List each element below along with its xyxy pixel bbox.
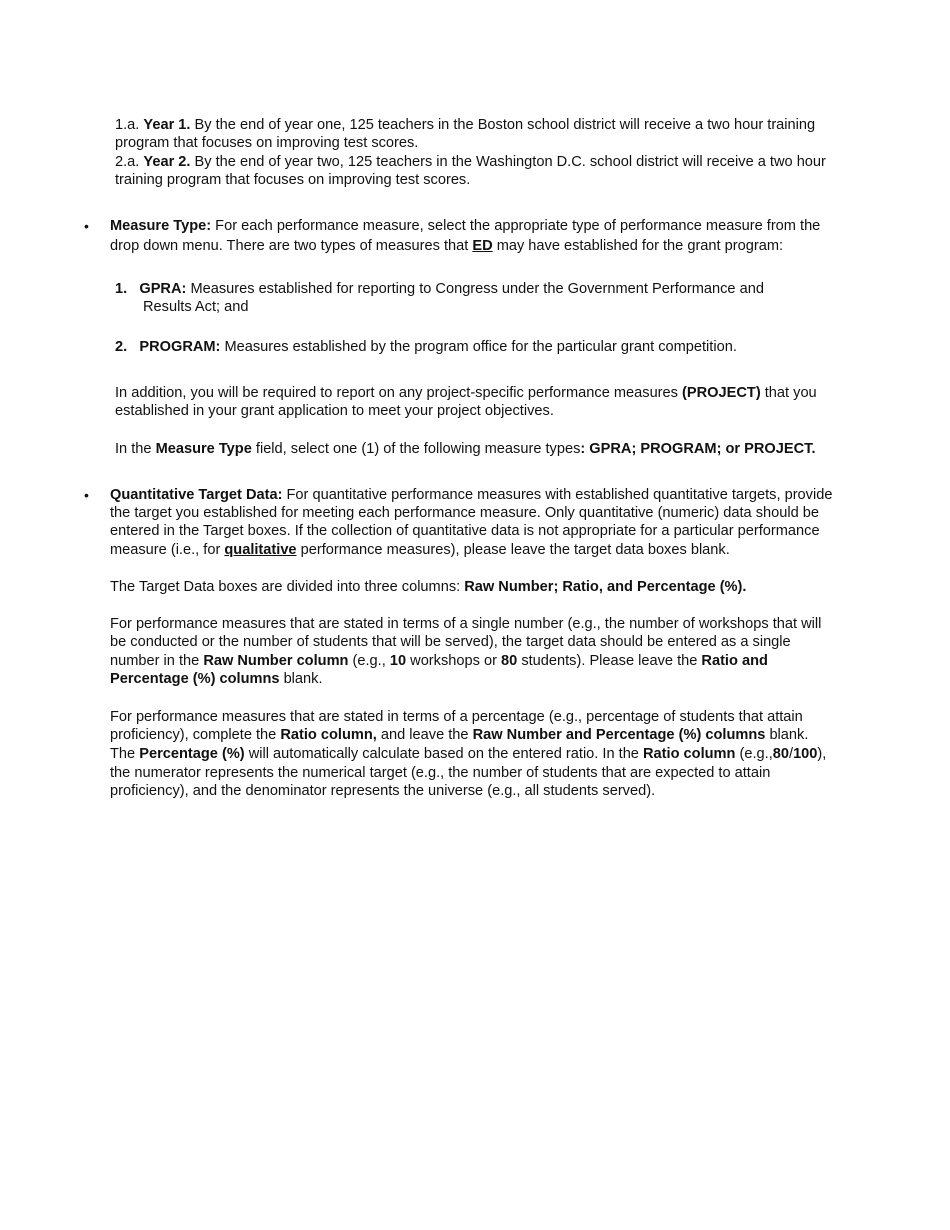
measure-type-text-2b: may have established for the grant program: [496,238,784,254]
quant-p4-text-3a: The [110,746,136,762]
quant-p2-line [110,578,746,596]
measure-type-line-1 [110,217,820,235]
raw-number-column-term: Raw Number column [203,653,349,669]
gpra-label: GPRA: [139,281,187,297]
quantitative-label: Quantitative Target Data: [110,487,283,503]
example-10: 10 [389,653,407,669]
quant-p3-line-1 [110,615,821,633]
quant-p3-text-3b: (e.g., [352,653,386,669]
project-text-1b: that you [764,385,817,401]
quant-p4-line-1 [110,708,803,726]
measure-type-line-2 [110,237,783,255]
program-text: Measures established by the program office for the particular grant competition. [224,339,737,355]
quant-p4-text-3b: will automatically calculate based on the entered ratio. In the [248,746,639,762]
quant-p3-text-2: be conducted or the number of students that will be served), the target data should be entered as a single [110,634,791,650]
quant-p1-text-4a: measure (i.e., for [110,542,221,558]
ed-term: ED [472,238,493,254]
year-2-label: Year 2. [143,154,191,170]
quant-p3-text-1: For performance measures that are stated in terms of a single number (e.g., the number of workshops that will [110,616,822,632]
program-number: 2. [115,339,128,355]
gpra-number: 1. [115,281,128,297]
qualitative-term: qualitative [224,542,297,558]
project-text-1a: In addition, you will be required to report on any project-specific performance measures [115,385,678,401]
quant-p1-text-1: For quantitative performance measures with established quantitative targets, provide [286,487,833,503]
quant-p2-text: The Target Data boxes are divided into three columns: [110,579,461,595]
ratio-slash: / [789,746,794,762]
year-2-number: 2.a. [115,154,140,170]
quant-p4-text-2a: proficiency), complete the [110,727,277,743]
ratio-and-term: Ratio and [701,653,768,669]
quant-p1-line-3 [110,522,820,540]
example-100-ratio: 100 [793,746,818,762]
measure-type-bullet: • [84,218,89,234]
gpra-text: Measures established for reporting to Congress under the Government Performance and [190,281,764,297]
quant-p1-line-1 [110,486,832,504]
quant-p3-text-3a: number in the [110,653,200,669]
quant-p3-text-3d: students). Please leave the [521,653,698,669]
measure-type-label: Measure Type: [110,218,212,234]
quant-p1-line-2 [110,504,819,522]
quant-p4-text-5: proficiency), and the denominator represents the universe (e.g., all students served). [110,783,656,799]
quant-p1-text-4b: performance measures), please leave the target data boxes blank. [300,542,730,558]
quant-p4-text-4: the numerator represents the numerical target (e.g., the number of students that are expected to attain [110,765,771,781]
ratio-column-term-2: Ratio column [643,746,736,762]
quant-p1-line-4 [110,541,730,559]
quant-p3-text-4b: blank. [283,671,323,687]
percentage-term: Percentage (%) [139,746,245,762]
project-line-1 [115,384,817,402]
year-1-text-cont: program that focuses on improving test scores. [115,135,419,151]
example-80-ratio: 80 [772,746,789,762]
measure-type-text-2a: drop down menu. There are two types of measures that [110,238,469,254]
quant-p3-line-2 [110,633,791,651]
quant-p1-text-3: entered in the Target boxes. If the collection of quantitative data is not appropriate for a particular performance [110,523,820,539]
select-label: Measure Type [155,441,252,457]
gpra-line-1 [115,280,764,298]
year-1-line-1 [115,116,815,134]
quant-p1-text-2: the target you established for meeting each performance measure. Only quantitative (numeric) data should be [110,505,820,521]
year-2-line-1 [115,153,826,171]
year-1-label: Year 1. [143,117,191,133]
year-1-line-2 [115,134,418,152]
year-2-text-cont: training program that focuses on improving test scores. [115,172,471,188]
year-1-number: 1.a. [115,117,140,133]
quantitative-bullet: • [84,487,89,503]
quant-p4-line-2 [110,726,808,744]
gpra-text-cont: Results Act; and [143,299,249,315]
select-measure-line [115,440,816,458]
quant-p4-text-2b: and leave the [380,727,469,743]
program-line [115,338,737,356]
year-2-text: By the end of year two, 125 teachers in the Washington D.C. school district will receive a two hour [194,154,826,170]
year-2-line-2 [115,171,470,189]
quant-p4-line-5 [110,782,655,800]
quant-p3-line-4 [110,670,323,688]
raw-and-percentage-term: Raw Number and Percentage (%) columns [472,727,766,743]
quant-p3-line-3 [110,652,768,670]
quant-p3-text-3c: workshops or [410,653,497,669]
quant-p4-text-2c: blank. [769,727,809,743]
percentage-columns-term: Percentage (%) columns [110,671,280,687]
quant-p4-line-3 [110,745,826,763]
quant-p4-text-3d: ), [817,746,827,762]
quant-p4-text-3c: (e.g., [739,746,773,762]
select-types: : GPRA; PROGRAM; or PROJECT. [580,441,816,457]
measure-type-text: For each performance measure, select the appropriate type of performance measure from the [215,218,821,234]
select-text-b: field, select one (1) of the following measure types [255,441,581,457]
program-label: PROGRAM: [139,339,221,355]
project-text-2: established in your grant application to meet your project objectives. [115,403,554,419]
project-line-2 [115,402,554,420]
quant-p4-line-4 [110,764,770,782]
project-label: (PROJECT) [682,385,761,401]
quant-p4-text-1: For performance measures that are stated in terms of a percentage (e.g., percentage of students that attain [110,709,803,725]
ratio-column-term: Ratio column, [280,727,377,743]
select-text-a: In the [115,441,152,457]
gpra-line-2 [143,298,248,316]
example-80: 80 [501,653,518,669]
year-1-text: By the end of year one, 125 teachers in the Boston school district will receive a two hour training [194,117,816,133]
quant-p2-columns: Raw Number; Ratio, and Percentage (%). [464,579,747,595]
